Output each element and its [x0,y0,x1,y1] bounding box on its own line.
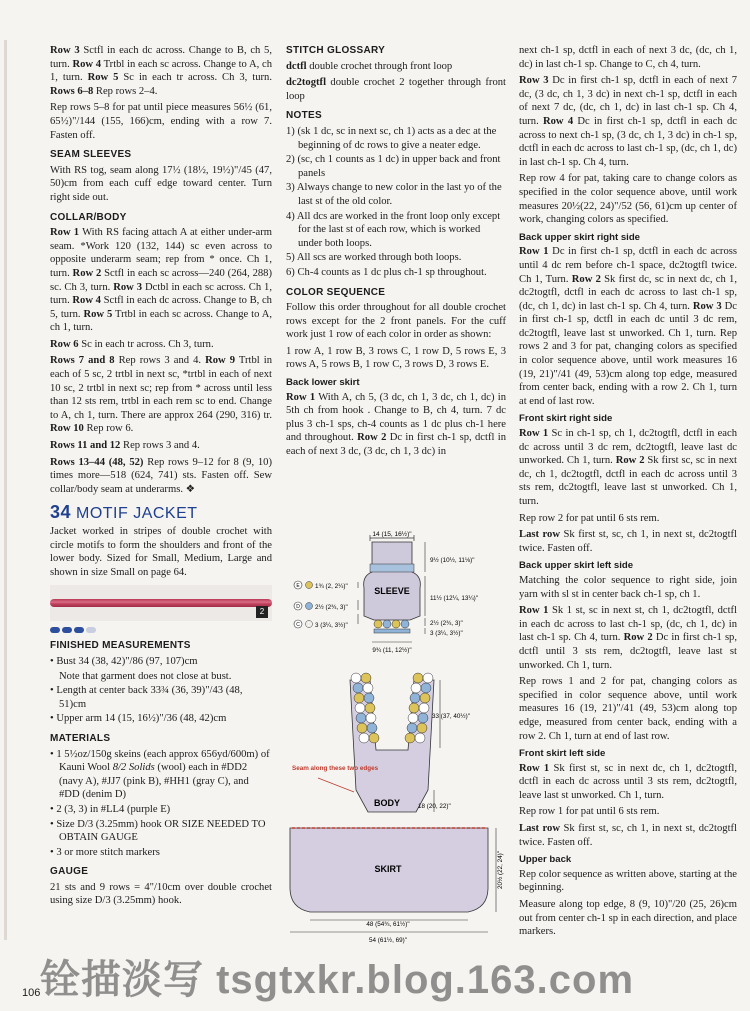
page-number: 106 [22,987,41,999]
paragraph: Row 1 Sk 1 st, sc in next st, ch 1, dc2togtfl, dctfl in each dc across to last ch-1 sp, (dc, ch 1, dc) in last ch-1 sp. Ch 4, turn. Row 2 Dc in first ch-1 sp, dctfl until 3 sts rem, dc2togtfl, leave last st unworked. Ch 1, turn. [519,605,738,671]
paragraph: Row 3 Sctfl in each dc across. Change to B, ch 5, turn. Row 4 Trtbl in each sc across. Change to A, ch 1, turn. Row 5 Sc in each tr across. Ch 3, turn. Rows 6–8 Rep rows 2–4. [50,45,272,97]
legend-3: 3 (3¼, 3½)" [315,622,348,629]
back-upper-left-heading: Back upper skirt left side [519,560,634,572]
legend-1: 1¾ (2, 2¼)" [315,583,348,590]
sleeve-top-width: 14 (15, 16½)" [372,531,412,538]
body-width: 18 (20, 22)" [418,803,451,810]
paragraph: Rep row 1 for pat until 6 sts rem. [519,806,660,818]
paragraph: Rep color sequence as written above, starting at the beginning. [519,868,737,894]
yarn-strand [50,599,272,607]
sleeve-lower-length: 11½ (12¼, 13¼)" [430,595,478,602]
paragraph: Rows 13–44 (48, 52) Rep rows 9–12 for 8 (9, 10) times more—518 (624, 741) sts. Fasten off. Sew collar/body seam at underarms. ❖ [50,456,272,495]
paragraph: Rep rows 5–8 for pat until piece measures 56½ (61, 65½)"/144 (155, 166)cm, ending with a row 7. Fasten off. [50,102,272,141]
watermark: 铨描淡写 tsgtxkr.blog.163.com [40,958,635,1002]
paragraph: Measure along top edge, 8 (9, 10)"/20 (25, 26)cm out from center ch-1 sp in each direction, and place markers. [519,899,737,938]
sleeve-stripe [370,564,414,572]
paragraph: Row 1 With RS facing attach A at either under-arm seam. *Work 120 (132, 144) sc even across to opposite underarm seam; rep from * once. Ch 1, turn. Row 2 Sctfl in each sc across—240 (264, 288) sc. Ch 3, turn. Row 3 Dctbl in each sc across. Ch 1, turn. Row 4 Sctfl in each dc across. Change to B, ch 5, turn. Row 5 Trtbl in each sc across. Change to A, ch 1, turn. [50,227,273,334]
cuff-width: 9¾ (11, 12½)" [372,647,412,654]
note-item: 1) (sk 1 dc, sc in next sc, ch 1) acts as a dec at the beginning of dc rows to give a neater edge. [286,125,497,151]
paragraph: Rows 7 and 8 Rep rows 3 and 4. Row 9 Trtbl in each of 5 sc, 2 trtbl in next sc, *trtbl in each of next 10 sc, 2 trtbl in next sc; rep from * across until less than 12 sts rem, trtbl in each rem sc to end. Change to A, ch 1, turn. There are approx 264 (290, 316) tr. Row 10 Rep row 6. [50,355,273,435]
paragraph: next ch-1 sp, dctfl in each of next 3 dc, (dc, ch 1, dc) in last ch-1 sp. Change to C, ch 4, turn. [519,45,737,70]
paragraph: Row 3 Dc in first ch-1 sp, dctfl in each of next 7 dc, (3 dc, ch 1, 3 dc) in next ch-1 sp, dctfl in each of next 7 dc, (dc, ch 1, dc) in last ch-1 sp. Ch 4, turn. Row 4 Dc in first ch-1 sp, dctfl in each dc across to next ch-1 sp, (3 dc, ch 1, 3 dc) in ch-1 sp, dctfl in each dc across to last ch-1 sp, (dc, ch 1, dc) in last ch-1 sp. Ch 4, turn. [519,75,737,168]
measurement-item: • Upper arm 14 (15, 16½)"/36 (48, 42)cm [50,713,227,725]
note-item: 5) All scs are worked through both loops. [286,252,462,264]
glossary-item: dc2togtfl double crochet 2 together through front loop [286,77,506,102]
stitch-glossary-heading: STITCH GLOSSARY [286,45,386,56]
paragraph: Rows 11 and 12 Rep rows 3 and 4. [50,440,200,452]
legend-letter-d: D [296,604,300,610]
cuff-motifs [374,620,410,633]
notes-heading: NOTES [286,110,322,122]
measurement-note: Note that garment does not close at bust. [59,670,232,682]
cuff-band-2: 3 (3¼, 3½)" [430,630,463,637]
paragraph: Row 1 Sk first st, sc in next dc, ch 1, dc2togtfl, dctfl in each dc across until 3 sts rem, dc2togtfl, leave last st unworked. Ch 1, turn. [519,762,737,801]
sleeve-upper-length: 9½ (10½, 11⅛)" [430,557,475,564]
paragraph: Rep row 2 for pat until 6 sts rem. [519,512,660,524]
paragraph: Last row Sk first st, sc, ch 1, in next st, dc2togtfl twice. Fasten off. [519,823,738,848]
legend-2: 2½ (2¾, 3)" [315,604,348,611]
paragraph: With RS tog, seam along 17½ (18½, 19½)"/45 (47, 50)cm from each cuff edge toward center. Turn right side out. [50,164,272,203]
note-item: 3) Always change to new color in the last yo of the last st of the old color. [286,182,502,207]
material-item: • 2 (3, 3) in #LL4 (purple E) [50,803,171,815]
material-item: • 1 5½oz/150g skeins (each approx 656yd/600m) of Kauni Wool 8/2 Solids (wool) each in #DD2 (navy A), #JJ7 (pink B), #HH1 (gray C), and #DD (denim D) [50,748,270,801]
column-2 [286,44,506,462]
body-label: BODY [373,798,401,808]
gauge-text: 21 sts and 9 rows = 4"/10cm over double crochet using size D/3 (3.25mm) hook. [50,881,272,907]
paragraph: Rep row 4 for pat, taking care to change colors as specified in the color sequence above, until work measures 20½(22, 24)"/52 (56, 61)cm up center of work, changing colors as specified. [519,173,737,226]
upper-back-heading: Upper back [519,854,572,866]
pattern-title: 34 MOTIF JACKET [50,502,198,523]
paragraph: Last row Sk first st, sc, ch 1, in next st, dc2togtfl twice. Fasten off. [519,529,738,554]
materials-heading: MATERIALS [50,732,111,744]
material-item: • Size D/3 (3.25mm) hook OR SIZE NEEDED TO OBTAIN GAUGE [50,818,266,844]
note-item: 4) All dcs are worked in the front loop only except for the last st of each row, which is worked under both loops. [286,210,501,249]
shoulder-height: 33 (37, 40½)" [432,713,470,720]
measurement-item: • Length at center back 33¾ (36, 39)"/43 (48, 51)cm [50,685,243,710]
paragraph: Matching the color sequence to right side, join yarn with sl st in center back ch-1 sp, ch 1. [519,574,737,600]
measurement-item: • Bust 34 (38, 42)"/86 (97, 107)cm [50,655,198,667]
skirt-bottom-width: 54 (61½, 69)" [369,937,407,944]
note-item: 6) Ch-4 counts as 1 dc plus ch-1 sp throughout. [286,266,487,278]
paragraph: Row 1 Sc in ch-1 sp, ch 1, dc2togtfl, dctfl in each dc across until 3 dc rem, dc2togtfl, leave last dc unworked. Ch 1, turn. Row 2 Sk first sc, sc in next dc, ch 1, dc2togtfl, dctfl in each dc across until 3 sts rem, dc2togtfl, leave last st unworked. Ch 1, turn. [519,428,738,507]
back-upper-right-heading: Back upper skirt right side [519,231,641,243]
cuff-band-1: 2½ (2¾, 3)" [430,620,463,627]
material-item: • 3 or more stitch markers [50,846,160,858]
seam-sleeves-heading: SEAM SLEEVES [50,149,132,161]
legend-letter-c: C [296,622,300,628]
seam-note: Seam along these two edges [292,765,379,772]
pattern-intro: Jacket worked in stripes of double crochet with circle motifs to form the shoulders and front of the lower body. Sized for Small, Medium, Large and shown in size Small on page 64. [50,526,272,578]
skirt-label: SKIRT [374,864,402,874]
legend-letter-e: E [296,583,300,589]
note-item: 2) (sc, ch 1 counts as 1 dc) in upper back and front panels [286,154,501,179]
skirt-top-width: 48 (54¾, 61½)" [366,921,410,928]
skill-level-indicator [50,627,272,633]
collar-body-heading: COLLAR/BODY [50,211,127,223]
sleeve-shape [364,542,421,620]
back-lower-skirt-heading: Back lower skirt [286,377,360,389]
paragraph: Row 6 Sc in each tr across. Ch 3, turn. [50,338,214,350]
paragraph: Row 1 Dc in first ch-1 sp, dctfl in each dc across until 4 dc rem before ch-1 space, dc2togtfl twice. Ch 1, Turn. Row 2 Sk first dc, sc in next dc, ch 1, dc2togtfl, dctfl in each dc across to last ch-1 sp, (dc, ch 1, dc) in last ch-1 sp. Ch 4, turn. Row 3 Dc in first ch-1 sp, dctfl in each dc until 3 dc rem, dc2togtfl, leave last st unworked. Ch 1, turn. Rep rows 2 and 3 for pat, changing colors as specified in color sequence above, until work measures 16 (19, 21)"/41 (49, 53)cm along top edge, measured from center back, ending with a row 2. Ch 1, turn at end of last row. [519,246,737,407]
front-right-heading: Front skirt right side [519,413,613,425]
sleeve-label: SLEEVE [374,586,410,596]
color-sequence-list: 1 row A, 1 row B, 3 rows C, 1 row D, 5 rows E, 3 rows A, 5 rows B, 1 row C, 3 rows D, 3 rows E. [286,345,506,371]
page-edge [4,40,7,940]
paragraph: Row 1 With A, ch 5, (3 dc, ch 1, 3 dc, ch 1, dc) in 5th ch from hook . Change to B, ch 4, turn. 7 dc plus 3 ch-1 sps, ch-4 counts as 1 dc plus ch-1 here and throughout. Row 2 Dc in first ch-1 sp, dctfl in each of next 3 dc, (3 dc, ch 1, 3 dc) in [286,391,507,458]
garment-schematic [288,528,516,948]
color-sequence-heading: COLOR SEQUENCE [286,286,386,298]
skirt-height: 20½ (22, 24)" [497,851,504,889]
column-3 [519,44,737,942]
paragraph: Rep rows 1 and 2 for pat, changing colors as specified in color sequence above, until work measures 16 (19, 21)"/41 (49, 53)cm along top edge, measured from center back, ending with a row 2. Ch 1, turn at end of last row. [519,676,737,742]
glossary-item: dctfl double crochet through front loop [286,60,453,72]
front-left-heading: Front skirt left side [519,748,606,760]
gauge-heading: GAUGE [50,866,89,878]
column-1 [50,44,272,911]
paragraph: Follow this order throughout for all double crochet rows except for the 2 front panels. For the cuff work just 1 row of each color in order as shown: [286,302,506,341]
finished-measurements-heading: FINISHED MEASUREMENTS [50,640,191,652]
yarn-swatch [50,585,272,621]
yarn-weight-badge: 2 [256,606,268,618]
color-legend [294,581,348,629]
